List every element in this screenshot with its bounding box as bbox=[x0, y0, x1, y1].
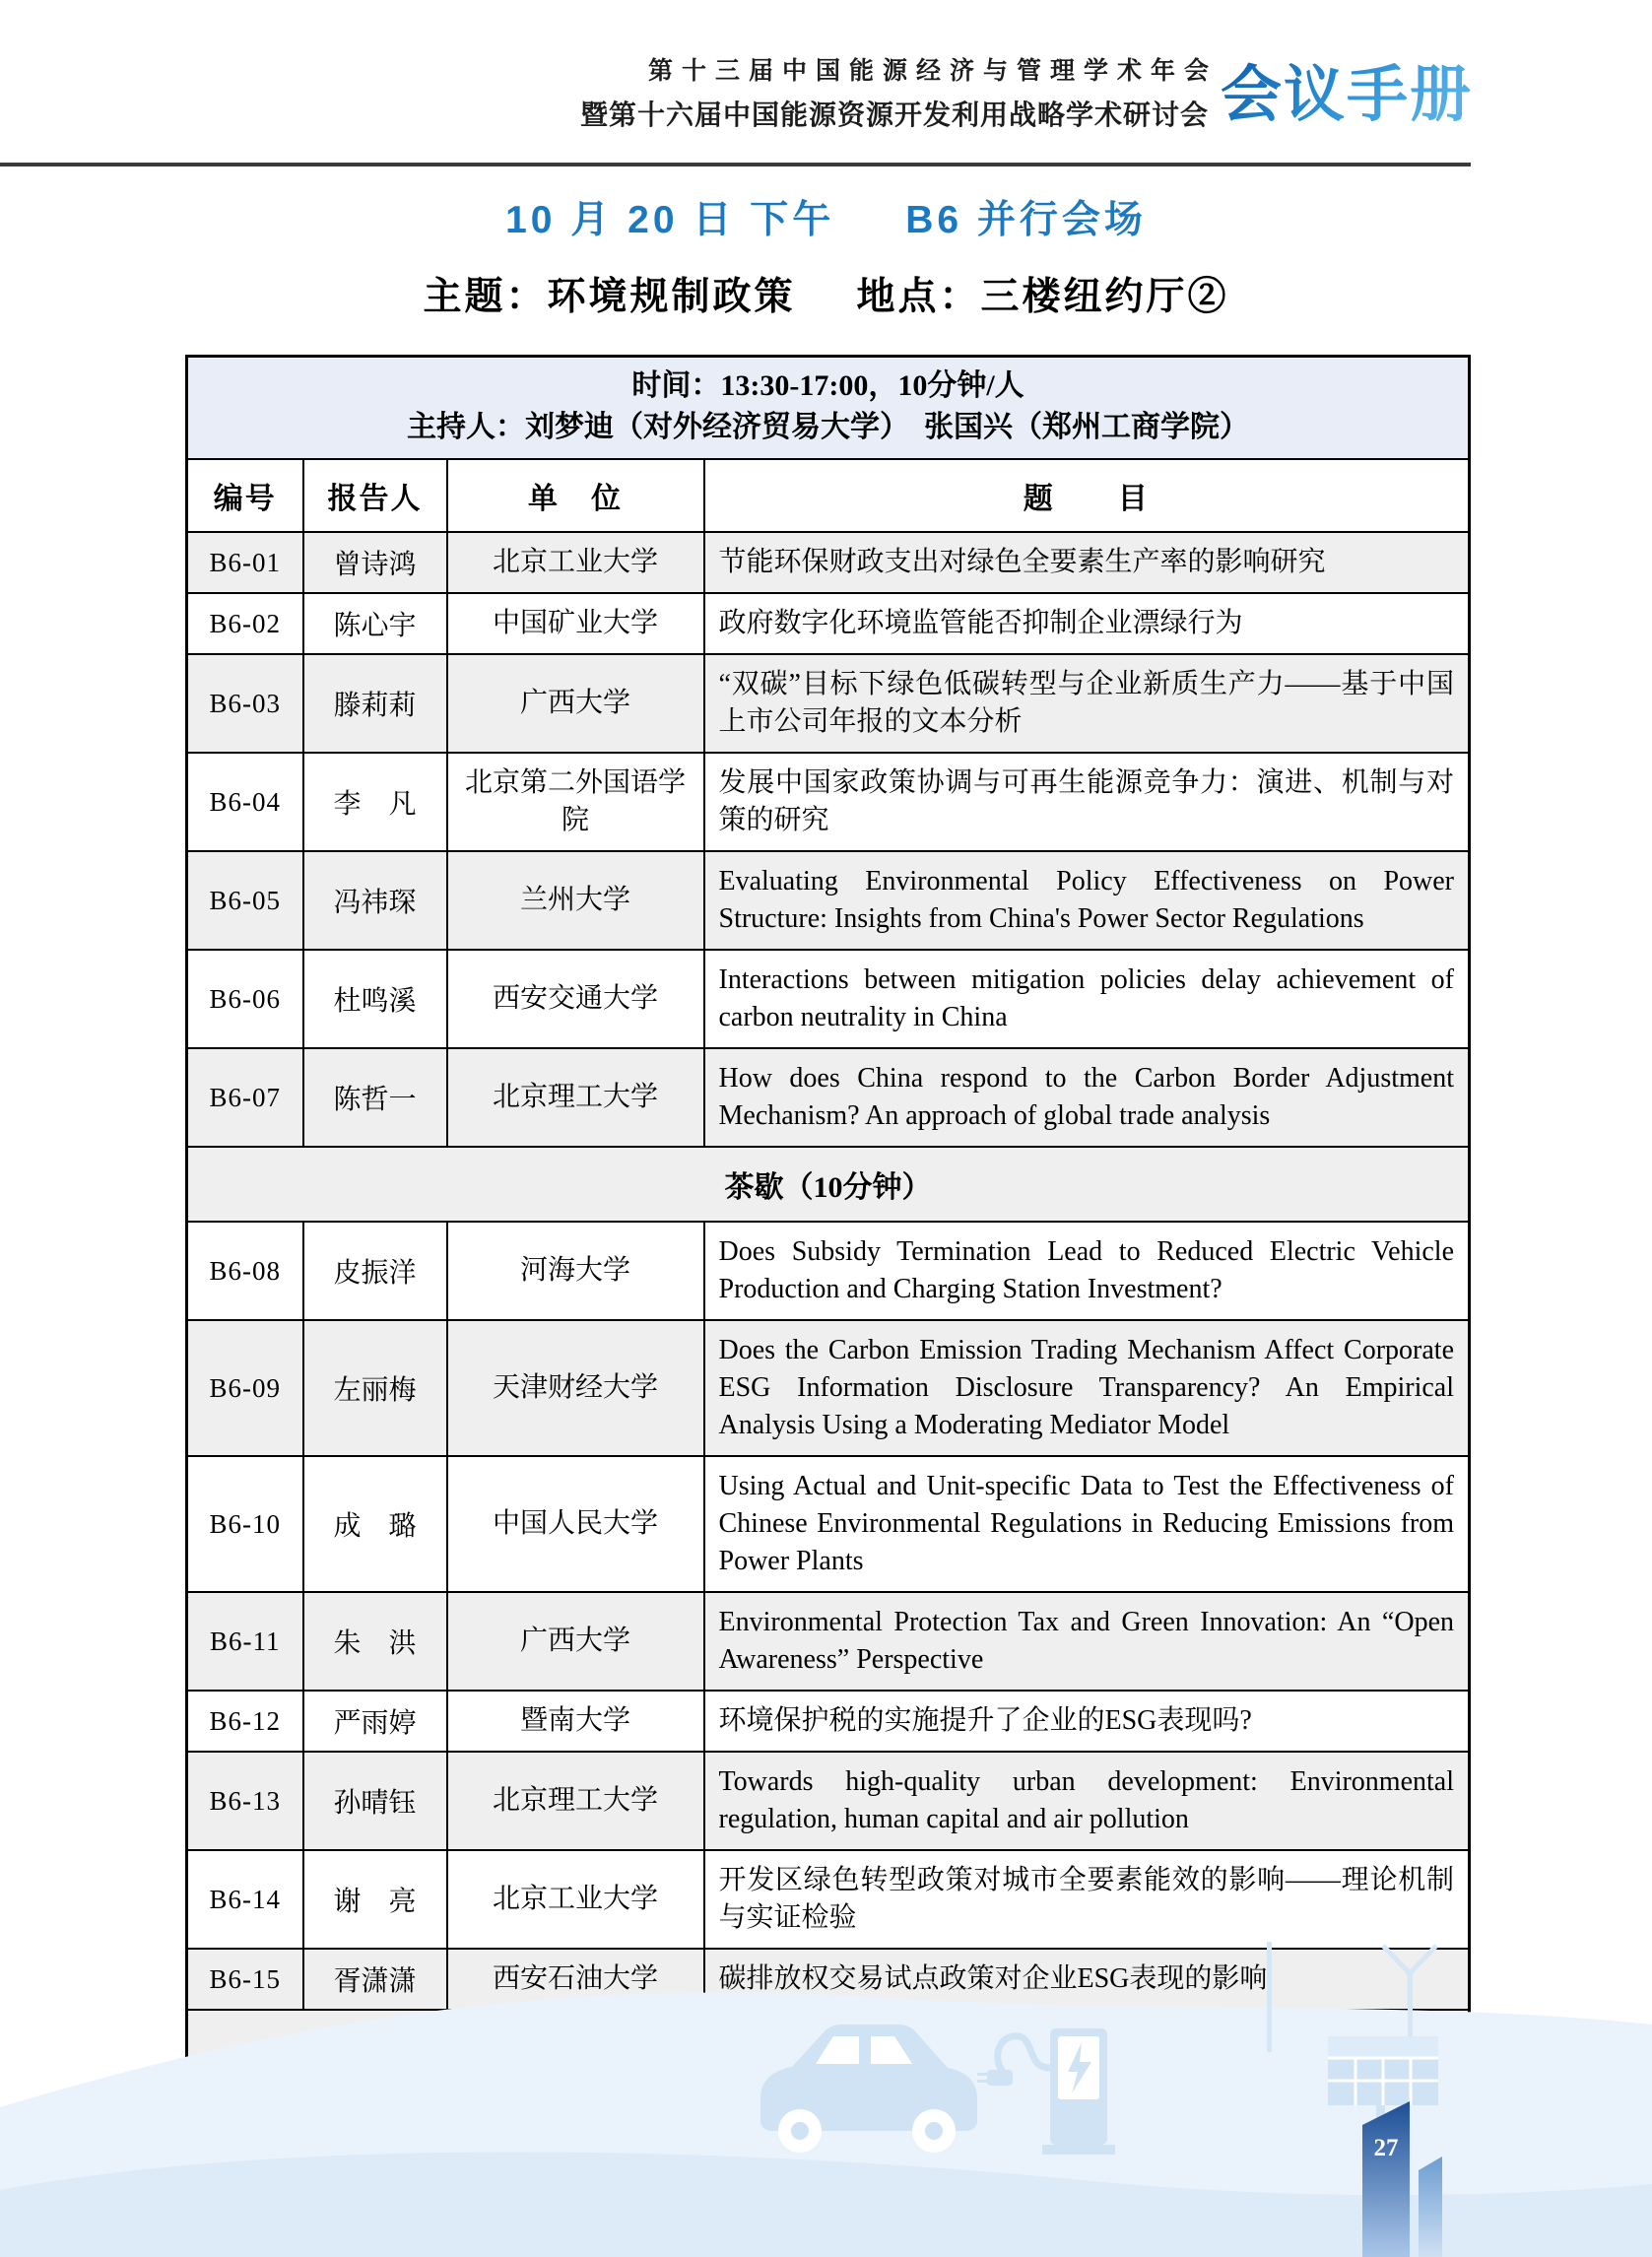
session-title bbox=[0, 189, 1652, 244]
conference-title bbox=[579, 51, 1218, 133]
pole-icon bbox=[1267, 1942, 1272, 2052]
building-small-icon bbox=[1419, 2157, 1442, 2257]
affiliation: 北京理工大学 bbox=[447, 1048, 704, 1147]
paper-id: B6-12 bbox=[187, 1691, 303, 1752]
table-row bbox=[187, 753, 1470, 851]
affiliation: 广西大学 bbox=[447, 654, 704, 753]
page-number: 27 bbox=[1373, 2135, 1399, 2161]
affiliation: 兰州大学 bbox=[447, 851, 704, 950]
building-icon bbox=[1362, 2101, 1410, 2257]
header-divider bbox=[0, 163, 1471, 166]
speaker-name: 谢 亮 bbox=[303, 1850, 447, 1949]
paper-title: Towards high-quality urban development: Environmental regulation, human capital and air pollution bbox=[704, 1752, 1470, 1850]
paper-id: B6-14 bbox=[187, 1850, 303, 1949]
col-header-id: 编号 bbox=[187, 459, 303, 532]
paper-title: Evaluating Environmental Policy Effectiveness on Power Structure: Insights from China's Power Sector Regulations bbox=[704, 851, 1470, 950]
paper-title: 节能环保财政支出对绿色全要素生产率的影响研究 bbox=[704, 532, 1470, 593]
speaker-name: 严雨婷 bbox=[303, 1691, 447, 1752]
paper-id: B6-15 bbox=[187, 1949, 303, 2010]
affiliation: 北京理工大学 bbox=[447, 1752, 704, 1850]
affiliation: 暨南大学 bbox=[447, 1691, 704, 1752]
tea-break-label: 茶歇（10分钟） bbox=[187, 1147, 1470, 1222]
col-header-title: 题 目 bbox=[704, 459, 1470, 532]
paper-title: 碳排放权交易试点政策对企业ESG表现的影响 bbox=[704, 1949, 1470, 2010]
paper-title: Does Subsidy Termination Lead to Reduced Electric Vehicle Production and Charging Station Investment? bbox=[704, 1222, 1470, 1320]
table-row bbox=[187, 1752, 1470, 1850]
paper-title: How does China respond to the Carbon Border Adjustment Mechanism? An approach of global trade analysis bbox=[704, 1048, 1470, 1147]
session-location: 地点：三楼纽约厅② bbox=[856, 276, 1229, 318]
time-line: 时间：13:30-17:00，10分钟/人 bbox=[631, 369, 1024, 402]
col-header-speaker: 报告人 bbox=[303, 459, 447, 532]
affiliation: 河海大学 bbox=[447, 1222, 704, 1320]
paper-title: Environmental Protection Tax and Green Innovation: An “Open Awareness” Perspective bbox=[704, 1592, 1470, 1691]
charging-station-icon bbox=[1042, 2028, 1115, 2155]
affiliation: 天津财经大学 bbox=[447, 1320, 704, 1456]
table-row bbox=[187, 1320, 1470, 1456]
speaker-name: 朱 洪 bbox=[303, 1592, 447, 1691]
paper-id: B6-07 bbox=[187, 1048, 303, 1147]
affiliation: 中国人民大学 bbox=[447, 1456, 704, 1592]
table-header-row bbox=[187, 459, 1470, 532]
paper-id: B6-11 bbox=[187, 1592, 303, 1691]
affiliation: 北京第二外国语学院 bbox=[447, 753, 704, 851]
paper-id: B6-10 bbox=[187, 1456, 303, 1592]
affiliation: 西安交通大学 bbox=[447, 950, 704, 1048]
table-row bbox=[187, 593, 1470, 654]
speaker-name: 冯祎琛 bbox=[303, 851, 447, 950]
tea-break-row bbox=[187, 1147, 1470, 1222]
handbook-logo-text: 会议手册 bbox=[1221, 60, 1474, 129]
footer-artwork bbox=[0, 1942, 1652, 2257]
speaker-name: 滕莉莉 bbox=[303, 654, 447, 753]
speaker-name: 左丽梅 bbox=[303, 1320, 447, 1456]
paper-id: B6-09 bbox=[187, 1320, 303, 1456]
paper-id: B6-08 bbox=[187, 1222, 303, 1320]
paper-id: B6-06 bbox=[187, 950, 303, 1048]
speaker-name: 陈哲一 bbox=[303, 1048, 447, 1147]
paper-id: B6-13 bbox=[187, 1752, 303, 1850]
paper-title: Interactions between mitigation policies delay achievement of carbon neutrality in China bbox=[704, 950, 1470, 1048]
speaker-name: 胥潇潇 bbox=[303, 1949, 447, 2010]
paper-id: B6-05 bbox=[187, 851, 303, 950]
paper-title: 发展中国家政策协调与可再生能源竞争力：演进、机制与对策的研究 bbox=[704, 753, 1470, 851]
affiliation: 西安石油大学 bbox=[447, 1949, 704, 2010]
table-row bbox=[187, 1456, 1470, 1592]
paper-title: Does the Carbon Emission Trading Mechanism Affect Corporate ESG Information Disclosure Transparency? An Empirical Analysis Using a Moderating Mediator Model bbox=[704, 1320, 1470, 1456]
paper-id: B6-03 bbox=[187, 654, 303, 753]
table-row bbox=[187, 950, 1470, 1048]
paper-title: 环境保护税的实施提升了企业的ESG表现吗? bbox=[704, 1691, 1470, 1752]
table-row bbox=[187, 851, 1470, 950]
paper-title: “双碳”目标下绿色低碳转型与企业新质生产力——基于中国上市公司年报的文本分析 bbox=[704, 654, 1470, 753]
handbook-logo bbox=[1221, 54, 1479, 131]
session-date: 10 月 20 日 下午 bbox=[505, 199, 835, 241]
speaker-name: 皮振洋 bbox=[303, 1222, 447, 1320]
speaker-name: 曾诗鸿 bbox=[303, 532, 447, 593]
session-venue: B6 并行会场 bbox=[905, 199, 1147, 241]
table-row bbox=[187, 1691, 1470, 1752]
session-topic: 主题：环境规制政策 bbox=[423, 276, 796, 318]
table-row bbox=[187, 1850, 1470, 1949]
paper-title: 开发区绿色转型政策对城市全要素能效的影响——理论机制与实证检验 bbox=[704, 1850, 1470, 1949]
table-row bbox=[187, 1592, 1470, 1691]
affiliation: 北京工业大学 bbox=[447, 532, 704, 593]
paper-id: B6-04 bbox=[187, 753, 303, 851]
table-row bbox=[187, 532, 1470, 593]
affiliation: 中国矿业大学 bbox=[447, 593, 704, 654]
speaker-name: 孙晴钰 bbox=[303, 1752, 447, 1850]
table-info-band bbox=[187, 357, 1470, 460]
table-row bbox=[187, 654, 1470, 753]
page-header bbox=[580, 51, 1479, 133]
conference-title-line2: 暨第十六届中国能源资源开发利用战略学术研讨会 bbox=[579, 100, 1209, 130]
footer-scene bbox=[0, 1942, 1652, 2257]
table-row bbox=[187, 1048, 1470, 1147]
schedule-table bbox=[185, 355, 1471, 2087]
speaker-name: 李 凡 bbox=[303, 753, 447, 851]
speaker-name: 成 璐 bbox=[303, 1456, 447, 1592]
speaker-name: 杜鸣溪 bbox=[303, 950, 447, 1048]
paper-title: 政府数字化环境监管能否抑制企业漂绿行为 bbox=[704, 593, 1470, 654]
paper-title: Using Actual and Unit-specific Data to Test the Effectiveness of Chinese Environmental Regulations in Reducing Emissions from Power Plants bbox=[704, 1456, 1470, 1592]
host-line: 主持人：刘梦迪（对外经济贸易大学） 张国兴（郑州工商学院） bbox=[407, 411, 1249, 443]
session-subtitle bbox=[0, 266, 1652, 321]
col-header-affiliation: 单 位 bbox=[447, 459, 704, 532]
affiliation: 广西大学 bbox=[447, 1592, 704, 1691]
affiliation: 北京工业大学 bbox=[447, 1850, 704, 1949]
speaker-name: 陈心宇 bbox=[303, 593, 447, 654]
paper-id: B6-02 bbox=[187, 593, 303, 654]
paper-id: B6-01 bbox=[187, 532, 303, 593]
table-row bbox=[187, 1222, 1470, 1320]
conference-title-line1: 第十三届中国能源经济与管理学术年会 bbox=[647, 57, 1218, 85]
